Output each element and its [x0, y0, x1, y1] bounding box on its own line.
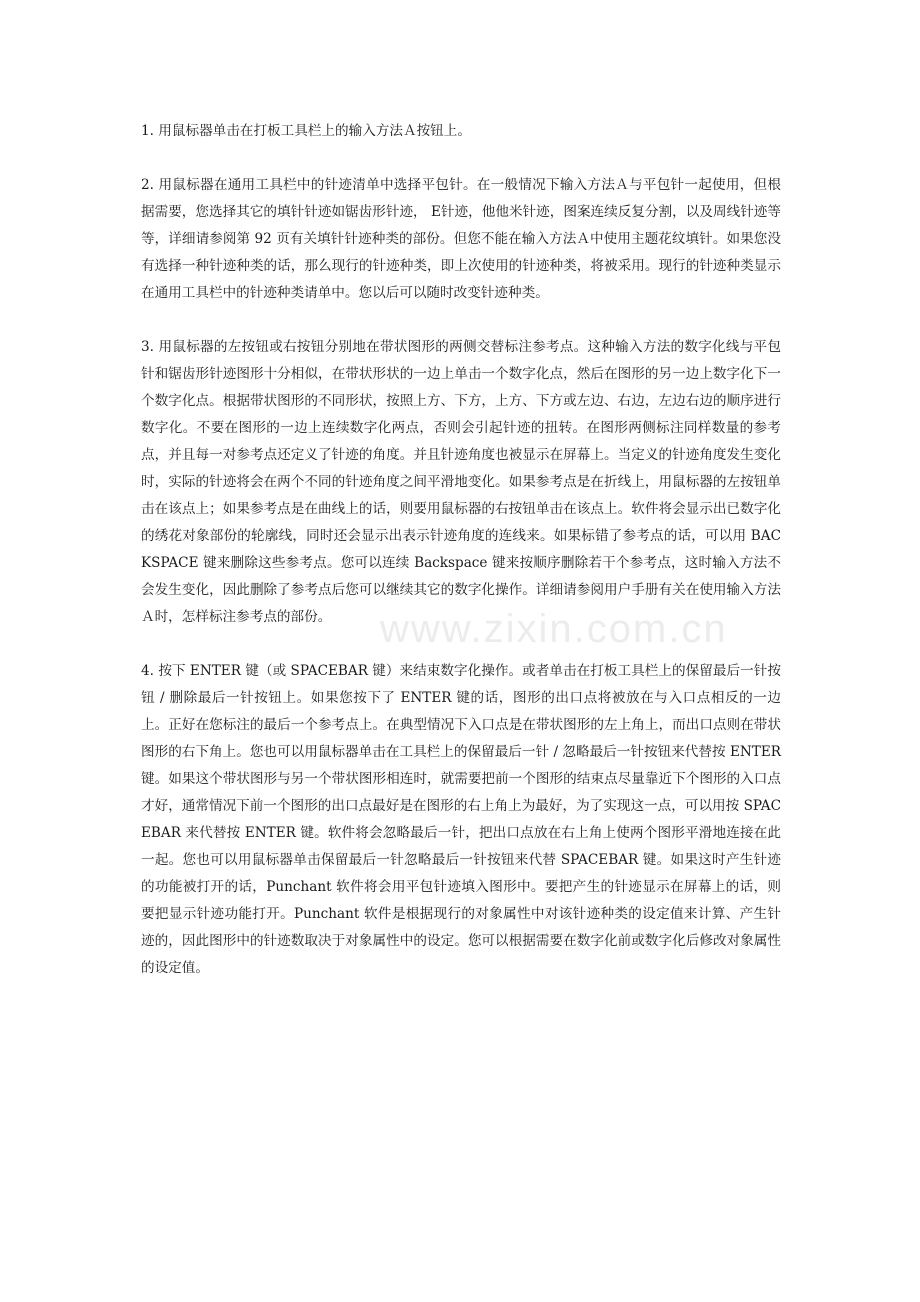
step-4-paragraph: 4. 按下 ENTER 键（或 SPACEBAR 键）来结束数字化操作。或者单击在打板工具栏上的保留最后一针按钮 / 删除最后一针按钮上。如果您按下了 ENTER 键的话，图形的出口点将被放在与入口点相反的一边上。正好在您标注的最后一个参考点上。在典型情况下入口点是在带状图形的左上角上，而出口点则在带状图形的右下角上。您也可以用鼠标器单击在工具栏上的保留最后一针 / 忽略最后一针按钮来代替按 ENTER 键。如果这个带状图形与另一个带状图形相连时，就需要把前一个图形的结束点尽量靠近下个图形的入口点才好，通常情况下前一个图形的出口点最好是在图形的右上角上为最好，为了实现这一点，可以用按 SPACEBAR 来代替按 ENTER 键。软件将会忽略最后一针，把出口点放在右上角上使两个图形平滑地连接在此一起。您也可以用鼠标器单击保留最后一针忽略最后一针按钮来代替 SPACEBAR 键。如果这时产生针迹的功能被打开的话，Punchant 软件将会用平包针迹填入图形中。要把产生的针迹显示在屏幕上的话，则要把显示针迹功能打开。Punchant 软件是根据现行的对象属性中对该针迹种类的设定值来计算、产生针迹的，因此图形中的针迹数取决于对象属性中的设定。您可以根据需要在数字化前或数字化后修改对象属性的设定值。	[141, 663, 781, 976]
step-2-paragraph: 2. 用鼠标器在通用工具栏中的针迹清单中选择平包针。在一般情况下输入方法Ａ与平包针一起使用，但根据需要，您选择其它的填针针迹如锯齿形针迹， E针迹，他他米针迹，图案连续反复分割，以及周线针迹等等，详细请参阅第 92 页有关填针针迹种类的部份。但您不能在输入方法Ａ中使用主题花纹填针。如果您没有选择一种针迹种类的话，那么现行的针迹种类，即上次使用的针迹种类，将被采用。现行的针迹种类显示在通用工具栏中的针迹种类请单中。您以后可以随时改变针迹种类。	[141, 177, 781, 301]
watermark: www.zixin.com.cn	[380, 607, 728, 651]
step-1-paragraph: 1. 用鼠标器单击在打板工具栏上的输入方法Ａ按钮上。	[141, 123, 471, 139]
step-3-paragraph: 3. 用鼠标器的左按钮或右按钮分别地在带状图形的两侧交替标注参考点。这种输入方法的数字化线与平包针和锯齿形针迹图形十分相似，在带状形状的一边上单击一个数字化点，然后在图形的另一边上数字化下一个数字化点。根据带状图形的不同形状，按照上方、下方，上方、下方或左边、右边，左边右边的顺序进行数字化。不要在图形的一边上连续数字化两点，否则会引起针迹的扭转。在图形两侧标注同样数量的参考点，并且每一对参考点还定义了针迹的角度。并且针迹角度也被显示在屏幕上。当定义的针迹角度发生变化时，实际的针迹将会在两个不同的针迹角度之间平滑地变化。如果参考点是在折线上，用鼠标器的左按钮单击在该点上；如果参考点是在曲线上的话，则要用鼠标器的右按钮单击在该点上。软件将会显示出已数字化的绣花对象部份的轮廓线，同时还会显示出表示针迹角度的连线来。如果标错了参考点的话，可以用 BACKSPACE 键来删除这些参考点。您可以连续 Backspace 键来按顺序删除若干个参考点，这时输入方法不会发生变化，因此删除了参考点后您可以继续其它的数字化操作。详细请参阅用户手册有关在使用输入方法Ａ时，怎样标注参考点的部份。	[141, 339, 781, 625]
document-body	[141, 118, 781, 1009]
